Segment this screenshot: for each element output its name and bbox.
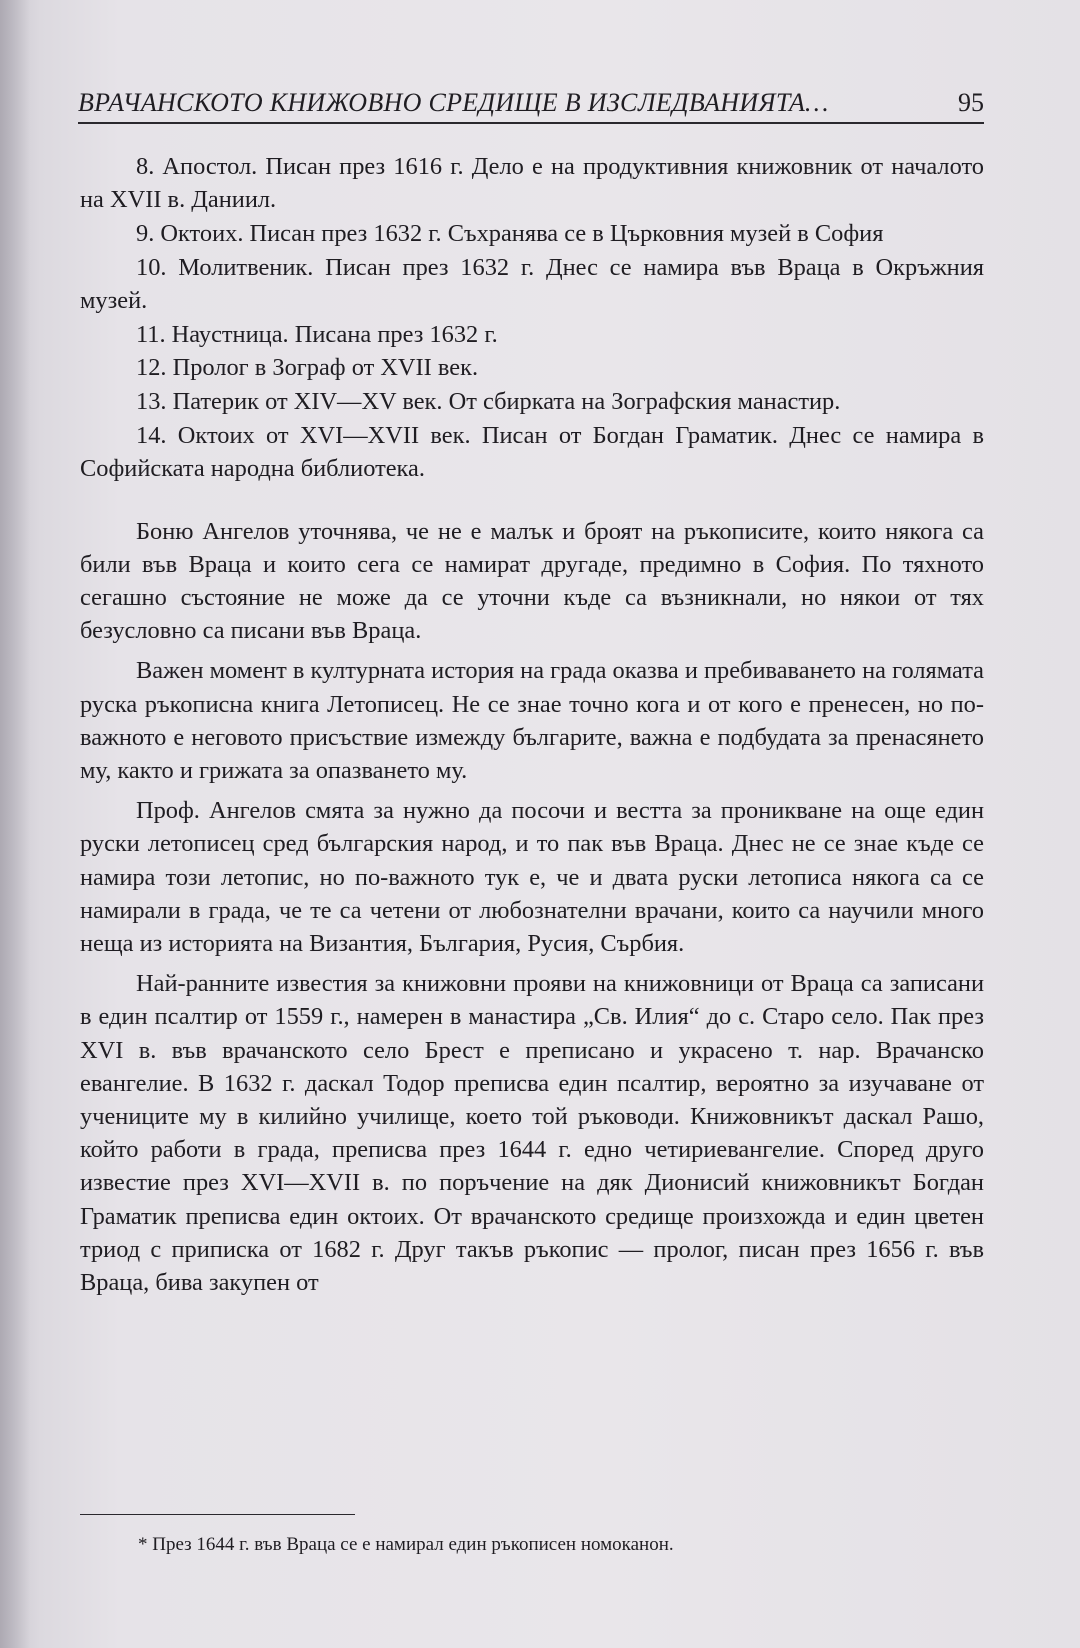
footnote-divider: [80, 1514, 355, 1515]
page-gutter-shadow: [0, 0, 30, 1648]
page-number: 95: [958, 88, 984, 117]
list-item-manuscript: 12. Пролог в Зограф от XVII век.: [136, 354, 479, 382]
running-header: [78, 80, 984, 124]
list-item-manuscript: 8. Апостол. Писан през 1616 г. Дело е на продуктивния книжовник от началото на XVII в. Даниил.: [80, 153, 984, 214]
body-paragraph: Важен момент в културната история на града оказва и пребиваването на голямата руска ръкописна книга Летописец. Не се знае точно кога и от кого е пренесен, но по-важното е неговото присъствие измежду българите, важна е подбудата за пренасянето му, както и грижата за опазването му.: [80, 657, 984, 784]
list-item-manuscript: 9. Октоих. Писан през 1632 г. Съхранява се в Църковния музей в София: [136, 219, 884, 247]
running-header-title: ВРАЧАНСКОТО КНИЖОВНО СРЕДИЩЕ В ИЗСЛЕДВАНИЯТА…: [78, 88, 829, 117]
list-item-manuscript: 11. Наустница. Писана през 1632 г.: [136, 320, 498, 348]
body-paragraph: Проф. Ангелов смята за нужно да посочи и вестта за проникване на още един руски летописец сред българския народ, и то пак във Враца. Днес не се знае къде се намира този летопис, но по-важното тук е, че и двата руски летописа някога са се намирали в града, че те са четени от любознателни врачани, които са научили много неща из историята на Византия, България, Русия, Сърбия.: [80, 797, 984, 957]
paragraph-spacer: [80, 960, 984, 967]
paragraph-spacer: [80, 787, 984, 794]
list-item-manuscript: 10. Молитвеник. Писан през 1632 г. Днес се намира във Враца в Окръжния музей.: [80, 253, 984, 314]
paragraph-spacer: [80, 647, 984, 654]
list-item-manuscript: 14. Октоих от XVI—XVII век. Писан от Богдан Граматик. Днес се намира в Софийската народна библиотека.: [80, 421, 984, 482]
page-body: [80, 150, 984, 1299]
body-paragraph: Боню Ангелов уточнява, че не е малък и броят на ръкописите, които някога са били във Враца и които сега се намират другаде, предимно в София. По тяхното сегашно състояние не може да се уточни къде са възникнали, но някои от тях безусловно са писани във Враца.: [80, 517, 984, 645]
list-item-manuscript: 13. Патерик от XIV—XV век. От сбирката на Зографския манастир.: [136, 387, 841, 415]
body-paragraph: Най-ранните известия за книжовни прояви на книжовници от Враца са записани в един псалтир от 1559 г., намерен в манастира „Св. Илия“ до с. Старо село. Пак през XVI в. във врачанското село Брест е преписано и украсено т. нар. Врачанско евангелие. В 1632 г. даскал Тодор преписва един псалтир, вероятно за изучаване от учениците му в килийно училище, което той ръководи. Книжовникът даскал Рашо, който работи в града, преписва през 1644 г. едно четириевангелие. Според друго известие през XVI—XVII в. по поръчение на дяк Дионисий книжовникът Богдан Граматик преписва един октоих. От врачанското средище произхожда и един цветен триод с приписка от 1682 г. Друг такъв ръкопис — пролог, писан през 1656 г. във Враца, бива закупен от: [80, 970, 984, 1296]
section-spacer: [80, 486, 984, 515]
footnote: * През 1644 г. във Враца се е намирал един ръкописен номоканон.: [138, 1534, 674, 1555]
